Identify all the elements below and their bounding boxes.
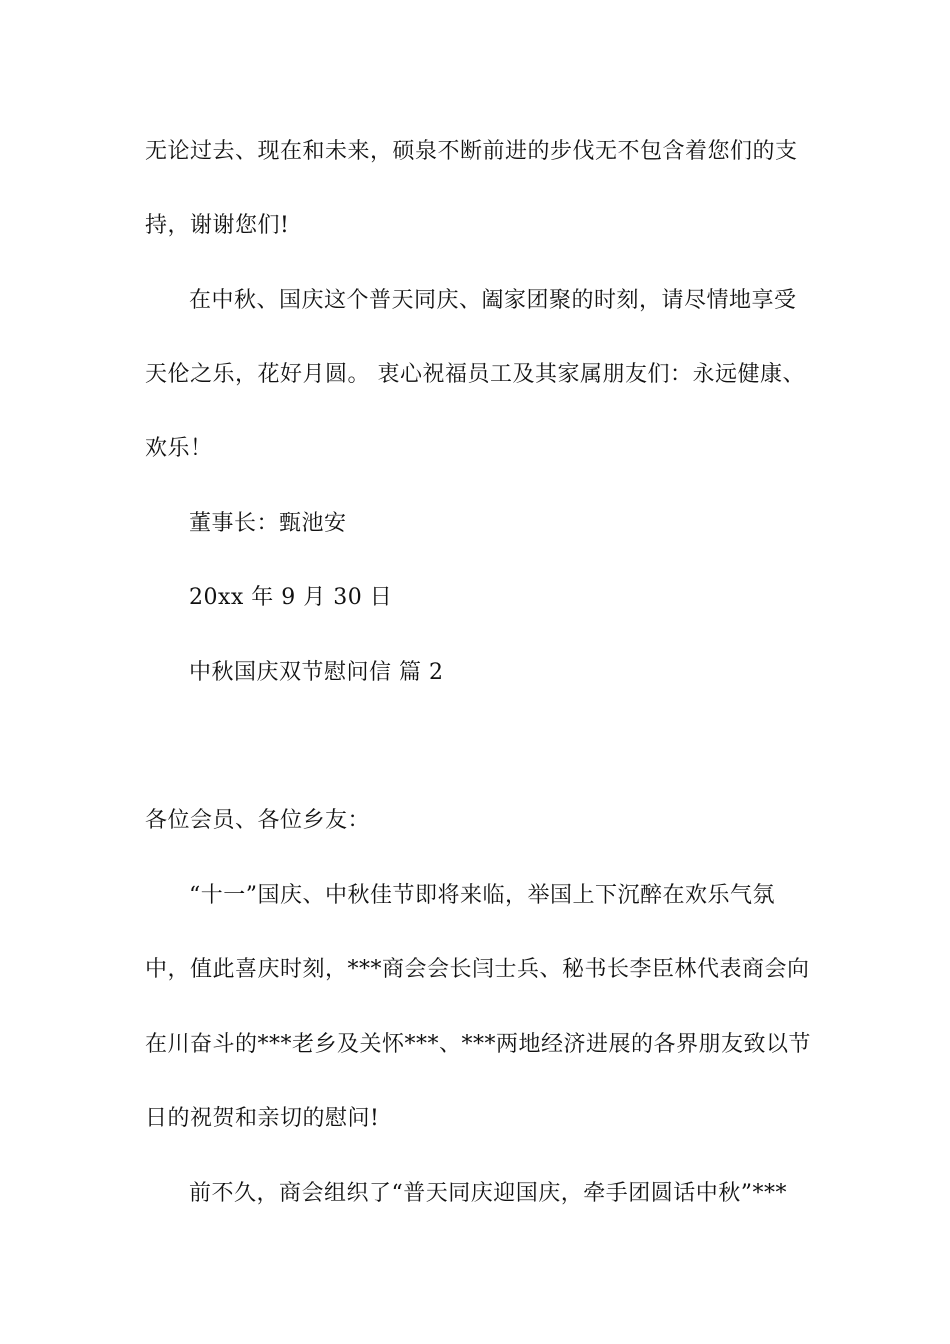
date: 20xx 年 9 月 30 日	[189, 585, 393, 610]
paragraph-2-line-2: 天伦之乐，花好月圆。 衷心祝福员工及其家属朋友们：永远健康、	[145, 362, 805, 387]
paragraph-3-line-1: “十一”国庆、中秋佳节即将来临，举国上下沉醉在欢乐气氛	[189, 883, 775, 908]
signature: 董事长：甄池安	[189, 511, 347, 536]
paragraph-3-line-2: 中，值此喜庆时刻，***商会会长闫士兵、秘书长李臣林代表商会向	[145, 957, 810, 982]
paragraph-1-line-1: 无论过去、现在和未来，硕泉不断前进的步伐无不包含着您们的支	[145, 139, 798, 164]
paragraph-3-line-4: 日的祝贺和亲切的慰问!	[145, 1106, 380, 1131]
paragraph-2-line-3: 欢乐！	[145, 436, 213, 461]
paragraph-3-line-3: 在川奋斗的***老乡及关怀***、***两地经济进展的各界朋友致以节	[145, 1032, 812, 1057]
paragraph-1-line-2: 持，谢谢您们!	[145, 213, 290, 238]
salutation: 各位会员、各位乡友：	[145, 808, 371, 833]
paragraph-2-line-1: 在中秋、国庆这个普天同庆、阖家团聚的时刻，请尽情地享受	[189, 288, 797, 313]
paragraph-4-line-1: 前不久，商会组织了“普天同庆迎国庆，牵手团圆话中秋”***	[189, 1181, 787, 1206]
section-title: 中秋国庆双节慰问信 篇 2	[189, 660, 444, 685]
